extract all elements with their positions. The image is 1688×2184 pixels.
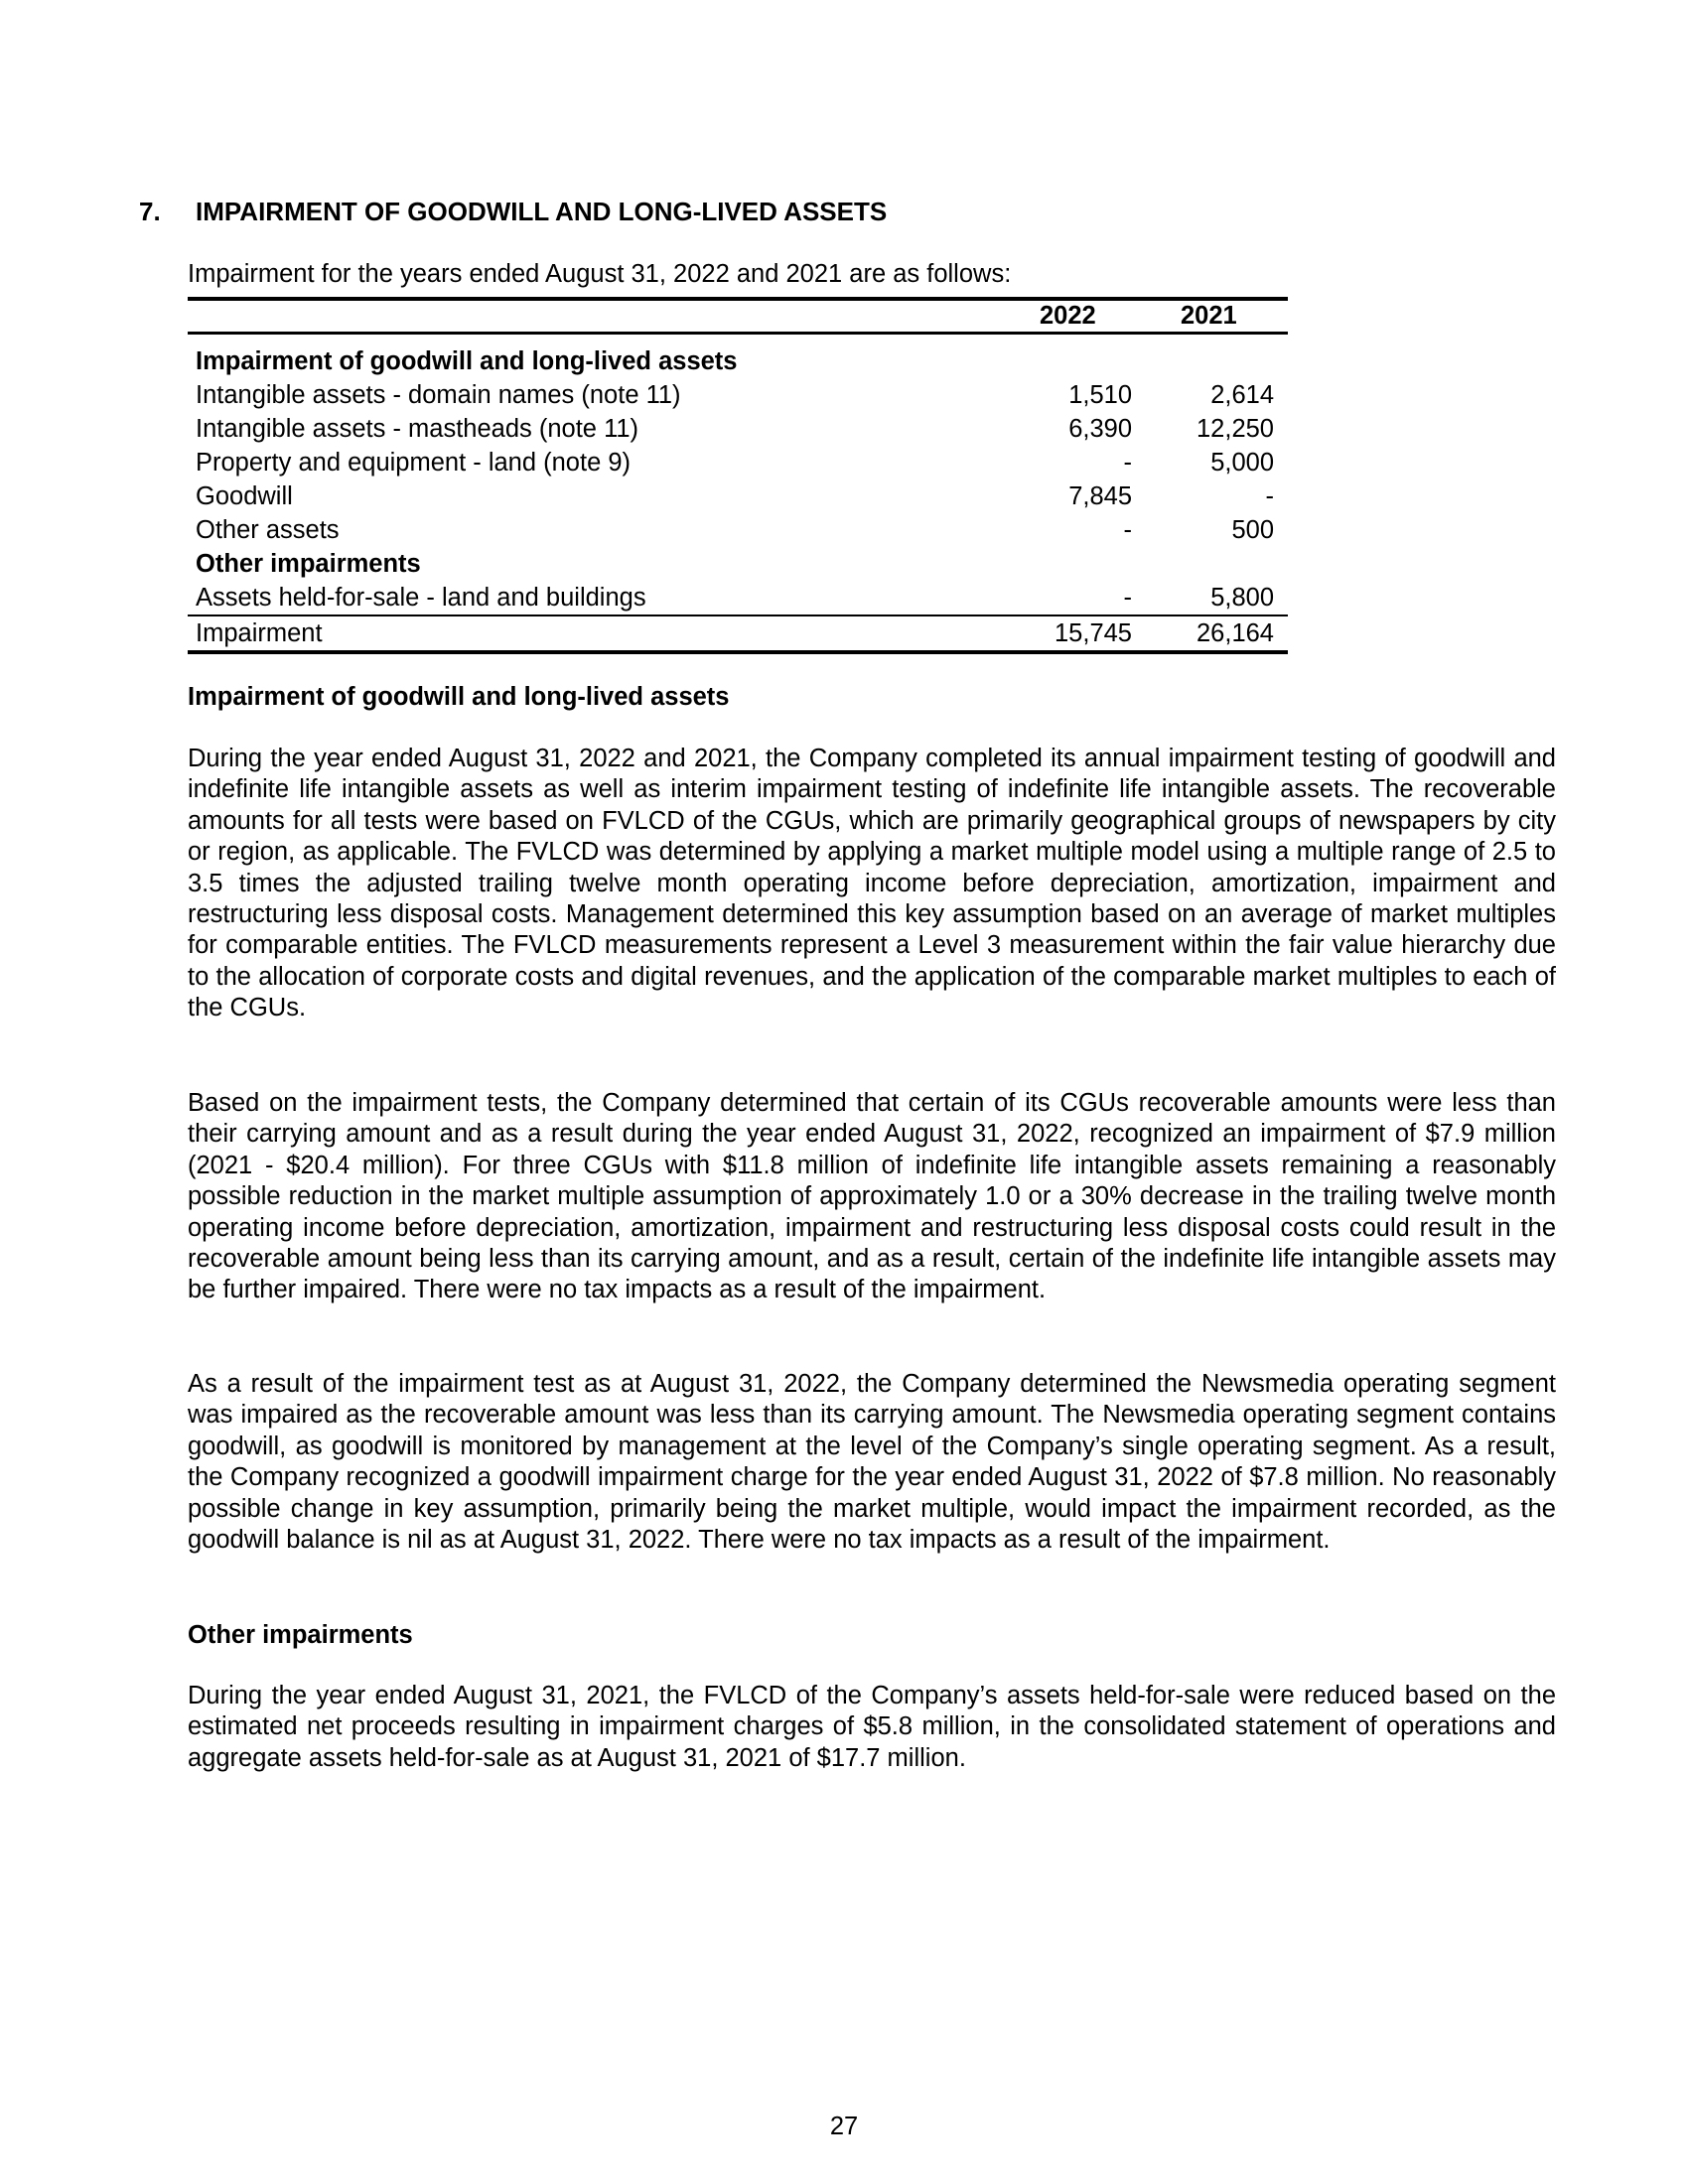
- page-number: 27: [829, 2113, 859, 2140]
- section-title: IMPAIRMENT OF GOODWILL AND LONG-LIVED ASSETS: [196, 197, 888, 226]
- row-value-2021: -: [1265, 482, 1274, 510]
- paragraph-goodwill-2: Based on the impairment tests, the Company determined that certain of its CGUs recoverable amounts were less than their carrying amount and as a result during the year ended August 31, 2022, recognized an impairment of $7.9 million (2021 - $20.4 million). For three CGUs with $11.8 million of indefinite life intangible assets remaining a reasonably possible reduction in the market multiple assumption of approximately 1.0 or a 30% decrease in the trailing twelve month operating income before depreciation, amortization, impairment and restructuring less disposal costs could result in the recoverable amount being less than its carrying amount, and as a result, certain of the indefinite life intangible assets may be further impaired. There were no tax impacts as a result of the impairment.: [188, 1089, 1556, 1304]
- column-header-2021: 2021: [1146, 299, 1288, 334]
- table-row: [188, 412, 1288, 446]
- row-label: Intangible assets - domain names (note 11): [196, 381, 681, 409]
- total-value-2021: 26,164: [1146, 615, 1288, 652]
- subheading-other: Other impairments: [188, 1621, 413, 1649]
- header-label-cell: [188, 299, 1002, 334]
- spacer-row: [188, 334, 1288, 345]
- impairment-table: [188, 297, 1288, 654]
- intro-sentence: Impairment for the years ended August 31, 2022 and 2021 are as follows:: [188, 260, 1012, 288]
- row-value-2022: -: [1002, 581, 1146, 615]
- total-label: Impairment: [188, 615, 1002, 652]
- row-value-2021: 2,614: [1210, 381, 1274, 409]
- row-label: Property and equipment - land (note 9): [196, 449, 632, 477]
- row-label: Intangible assets - mastheads (note 11): [196, 415, 639, 443]
- row-label: Assets held-for-sale - land and buildings: [188, 581, 1002, 615]
- row-value-2021: 12,250: [1196, 415, 1274, 443]
- column-header-2022: 2022: [1002, 299, 1146, 334]
- row-value-2021: 5,000: [1210, 449, 1274, 477]
- table-row: [188, 513, 1288, 547]
- row-value-2022: -: [1123, 516, 1132, 544]
- section-heading: [139, 197, 887, 227]
- table-header-row: [188, 299, 1288, 334]
- paragraph-other: During the year ended August 31, 2021, the FVLCD of the Company’s assets held-for-sale were reduced based on the estimated net proceeds resulting in impairment charges of $5.8 million, in the consolidated statement of operations and aggregate assets held-for-sale as at August 31, 2021 of $17.7 million.: [188, 1682, 1556, 1772]
- subheading-goodwill: Impairment of goodwill and long-lived assets: [188, 683, 730, 711]
- row-value-2022: 7,845: [1068, 482, 1132, 510]
- group-heading-goodwill: Impairment of goodwill and long-lived assets: [196, 347, 738, 375]
- total-value-2022: 15,745: [1002, 615, 1146, 652]
- row-value-2021: 500: [1231, 516, 1274, 544]
- table-row: [188, 479, 1288, 513]
- table-row: [188, 446, 1288, 479]
- row-value-2022: 1,510: [1068, 381, 1132, 409]
- group-heading-row: [188, 344, 1288, 378]
- row-value-2021: 5,800: [1146, 581, 1288, 615]
- table-row: [188, 378, 1288, 412]
- paragraph-goodwill-3: As a result of the impairment test as at August 31, 2022, the Company determined the Newsmedia operating segment was impaired as the recoverable amount was less than its carrying amount. The Newsmedia operating segment contains goodwill, as goodwill is monitored by management at the level of the Company’s single operating segment. As a result, the Company recognized a goodwill impairment charge for the year ended August 31, 2022 of $7.8 million. No reasonably possible change in key assumption, primarily being the market multiple, would impact the impairment recorded, as the goodwill balance is nil as at August 31, 2022. There were no tax impacts as a result of the impairment.: [188, 1370, 1556, 1555]
- group-heading-row: [188, 547, 1288, 581]
- paragraph-goodwill-1: During the year ended August 31, 2022 and 2021, the Company completed its annual impairment testing of goodwill and indefinite life intangible assets as well as interim impairment testing of indefinite life intangible assets. The recoverable amounts for all tests were based on FVLCD of the CGUs, which are primarily geographical groups of newspapers by city or region, as applicable. The FVLCD was determined by applying a market multiple model using a multiple range of 2.5 to 3.5 times the adjusted trailing twelve month operating income before depreciation, amortization, impairment and restructuring less disposal costs. Management determined this key assumption based on an average of market multiples for comparable entities. The FVLCD measurements represent a Level 3 measurement within the fair value hierarchy due to the allocation of corporate costs and digital revenues, and the application of the comparable market multiples to each of the CGUs.: [188, 745, 1556, 1023]
- row-label: Other assets: [196, 516, 340, 544]
- section-number: 7.: [139, 197, 161, 226]
- row-label: Goodwill: [196, 482, 293, 510]
- table-row: [188, 581, 1288, 615]
- row-value-2022: 6,390: [1068, 415, 1132, 443]
- group-heading-other: Other impairments: [196, 550, 421, 578]
- total-row: [188, 615, 1288, 652]
- row-value-2022: -: [1123, 449, 1132, 477]
